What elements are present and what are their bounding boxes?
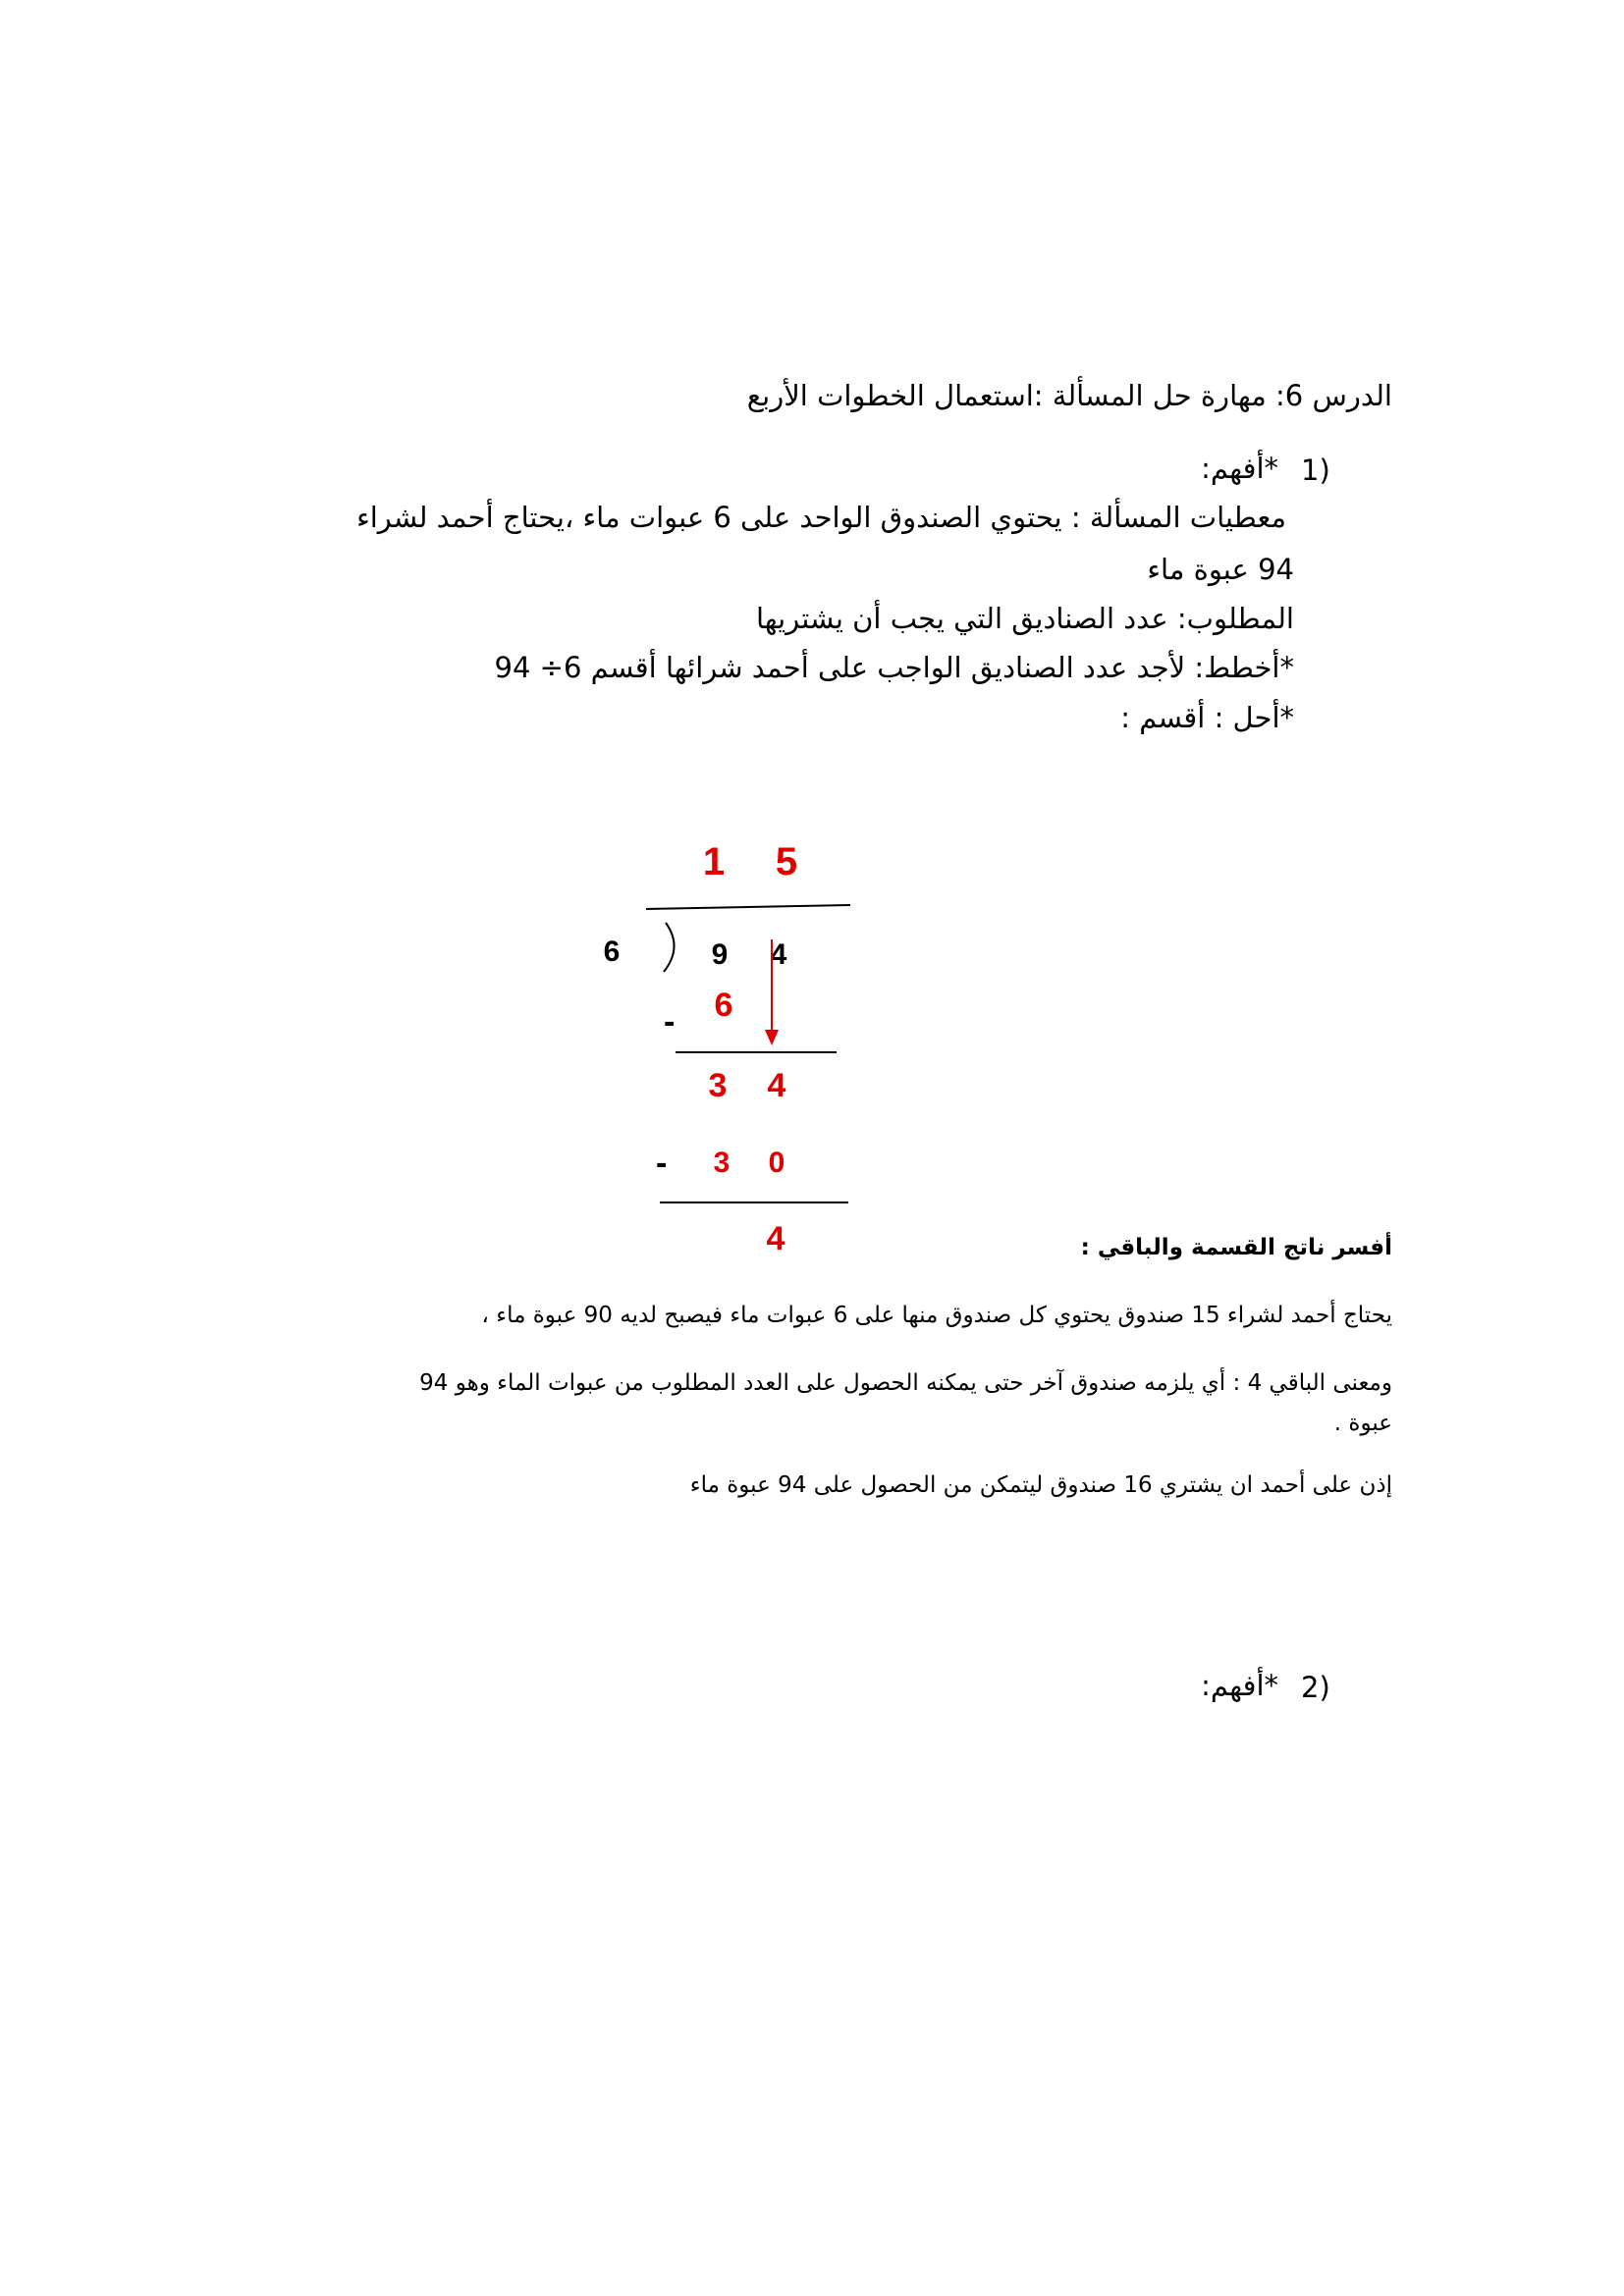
- remainder-final: 4: [766, 1220, 785, 1257]
- interpretation-para-2-line-2: عبوة .: [1333, 1411, 1392, 1436]
- minus-sign-2: -: [656, 1145, 668, 1182]
- subtraction-line-2: [660, 1201, 848, 1203]
- lesson-title: الدرس 6: مهارة حل المسألة :استعمال الخطوات الأربع: [746, 379, 1392, 412]
- problem-1-required: المطلوب: عدد الصناديق التي يجب أن يشتريها: [755, 602, 1294, 635]
- divisor: 6: [603, 935, 621, 968]
- dividend-tens: 9: [711, 938, 729, 971]
- subtract-2-ones: 0: [768, 1147, 785, 1179]
- remainder-1-tens: 3: [708, 1067, 728, 1104]
- quotient-ones: 5: [775, 840, 798, 883]
- problem-1-givens-line2: 94 عبوة ماء: [1147, 553, 1294, 586]
- dividend-ones: 4: [770, 938, 787, 971]
- interpretation-heading: أفسر ناتج القسمة والباقي :: [1080, 1235, 1392, 1260]
- quotient-tens: 1: [702, 840, 726, 883]
- interpretation-para-1: يحتاج أحمد لشراء 15 صندوق يحتوي كل صندوق منها على 6 عبوات ماء فيصبح لديه 90 عبوة ماء ،: [481, 1303, 1392, 1328]
- problem-1-number: 1): [1301, 454, 1330, 487]
- problem-1-plan: *أخطط: لأجد عدد الصناديق الواجب على أحمد شرائها أقسم 6÷ 94: [494, 651, 1294, 684]
- subtract-2-tens: 3: [713, 1147, 731, 1179]
- problem-1-givens-line1: معطيات المسألة : يحتوي الصندوق الواحد على 6 عبوات ماء ،يحتاج أحمد لشراء: [356, 501, 1286, 534]
- remainder-1-ones: 4: [767, 1067, 786, 1104]
- bring-down-arrow: [756, 937, 785, 1050]
- minus-sign-1: -: [664, 1003, 676, 1041]
- interpretation-para-3: إذن على أحمد ان يشتري 16 صندوق ليتمكن من الحصول على 94 عبوة ماء: [689, 1472, 1392, 1498]
- subtraction-line-1: [676, 1051, 837, 1053]
- problem-2-understand: *أفهم:: [1201, 1669, 1278, 1702]
- problem-2-number: 2): [1301, 1671, 1330, 1704]
- problem-1-solve: *أحل : أقسم :: [1120, 701, 1294, 734]
- problem-1-understand: *أفهم:: [1201, 452, 1278, 485]
- subtract-1: 6: [714, 987, 733, 1024]
- interpretation-para-2-line-1: ومعنى الباقي 4 : أي يلزمه صندوق آخر حتى يمكنه الحصول على العدد المطلوب من عبوات الماء وهو 94: [419, 1370, 1392, 1396]
